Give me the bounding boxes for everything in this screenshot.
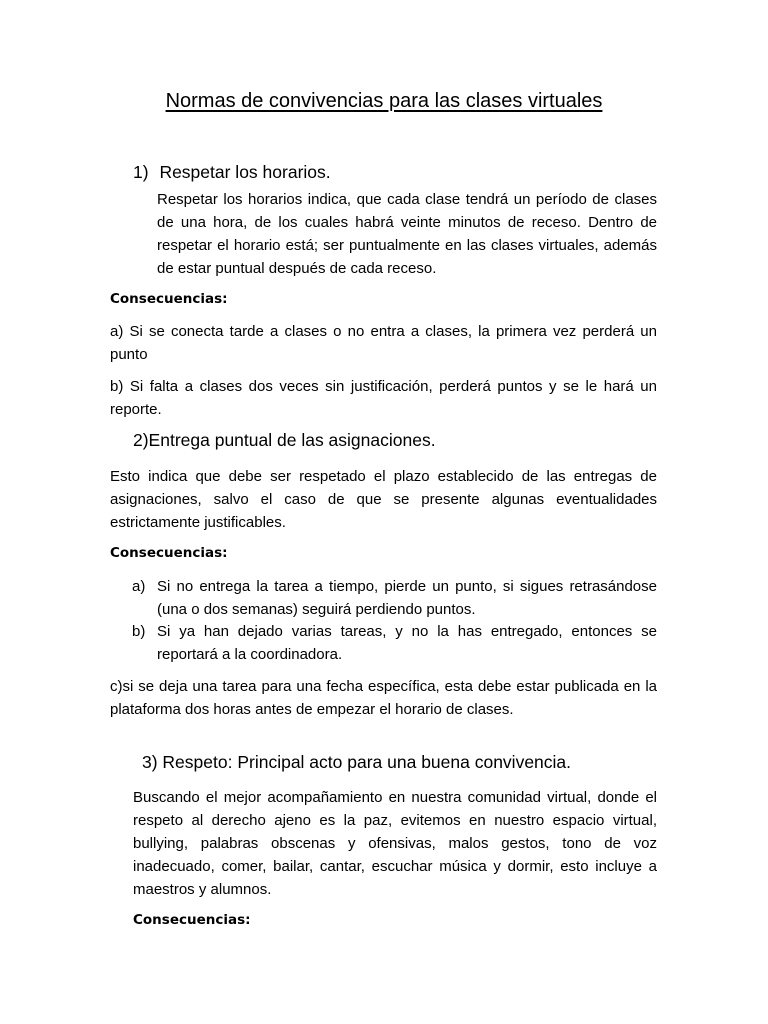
section1-consequences-label: Consecuencias: bbox=[110, 291, 228, 307]
section1-number: 1) bbox=[133, 162, 149, 182]
list-item-text: Si no entrega la tarea a tiempo, pierde un punto, si sigues retrasándose (una o dos semanas) seguirá perdiendo puntos. bbox=[157, 578, 657, 618]
section1-paragraph: Respetar los horarios indica, que cada clase tendrá un período de clases de una hora, de los cuales habrá veinte minutos de receso. Dentro de respetar el horario está; ser puntualmente en las clases virtuales, además de estar puntual después de cada receso. bbox=[157, 191, 657, 277]
list-item bbox=[132, 575, 657, 621]
list-item bbox=[132, 620, 657, 666]
section2-paragraph: Esto indica que debe ser respetado el plazo establecido de las entregas de asignaciones, salvo el caso de que se presente algunas eventualidades estrictamente justificables. bbox=[110, 468, 657, 531]
section2-consequences-label: Consecuencias: bbox=[110, 545, 228, 561]
document-title: Normas de convivencias para las clases virtuales bbox=[165, 90, 603, 112]
list-item-marker: a) bbox=[132, 578, 146, 595]
section3-paragraph: Buscando el mejor acompañamiento en nuestra comunidad virtual, donde el respeto al derecho ajeno es la paz, evitemos en nuestro espacio virtual, bullying, palabras obscenas y ofensivas, malos gestos, tono de voz inadecuado, comer, bailar, cantar, escuchar música y dormir, esto incluye a maestros y alumnos. bbox=[133, 789, 657, 898]
section2-heading: 2)Entrega puntual de las asignaciones. bbox=[133, 430, 436, 450]
section3-heading: 3) Respeto: Principal acto para una buena convivencia. bbox=[142, 752, 572, 772]
list-item-marker: b) bbox=[132, 623, 146, 640]
section1-consequence-b: b) Si falta a clases dos veces sin justificación, perderá puntos y se le hará un reporte. bbox=[110, 378, 657, 418]
section1-heading bbox=[133, 162, 331, 183]
section1-title: Respetar los horarios. bbox=[159, 162, 331, 182]
section3-consequences-label: Consecuencias: bbox=[133, 912, 251, 928]
section1-consequence-a: a) Si se conecta tarde a clases o no entra a clases, la primera vez perderá un punto bbox=[110, 323, 657, 363]
list-item-text: Si ya han dejado varias tareas, y no la has entregado, entonces se reportará a la coordinadora. bbox=[157, 623, 657, 663]
section2-consequence-c: c)si se deja una tarea para una fecha específica, esta debe estar publicada en la plataforma dos horas antes de empezar el horario de clases. bbox=[110, 678, 657, 718]
